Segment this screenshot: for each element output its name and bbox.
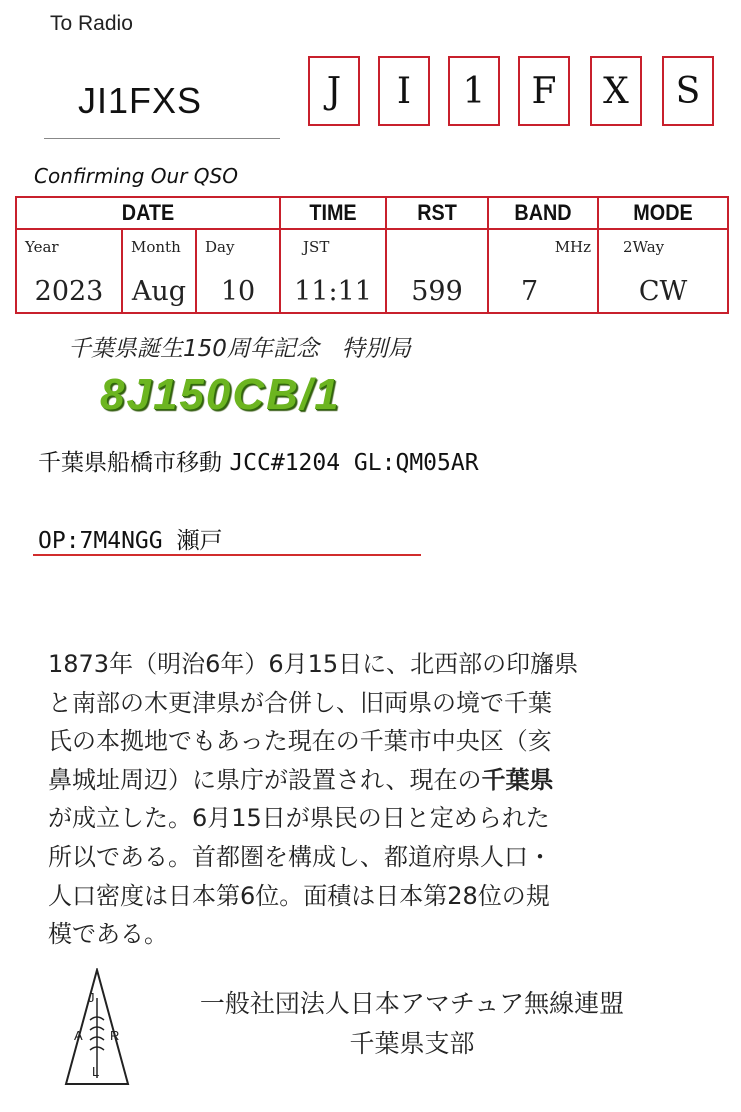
year-cell xyxy=(16,229,122,313)
special-station-label: 千葉県誕生150周年記念 特別局 xyxy=(68,336,411,362)
band-cell xyxy=(488,229,598,313)
rst-cell xyxy=(386,229,488,313)
history-line: 人口密度は日本第6位。面積は日本第28位の規 xyxy=(48,881,550,910)
history-bold-chiba: 千葉県 xyxy=(481,765,554,794)
to-radio-label: To Radio xyxy=(50,12,133,35)
history-line: 1873年（明治6年）6月15日に、北西部の印旛県 xyxy=(48,650,579,678)
month-value: Aug xyxy=(131,276,187,307)
date-header: DATE xyxy=(29,197,267,229)
mode-header: MODE xyxy=(605,197,722,229)
recipient-callsign-handwritten: JI1FXS xyxy=(78,80,203,121)
year-value: 2023 xyxy=(34,276,104,307)
operator-underline xyxy=(33,554,421,556)
callsign-box-1: J xyxy=(308,56,360,126)
twoway-label: 2Way xyxy=(623,238,665,256)
callsign-underline xyxy=(44,138,280,139)
station-location xyxy=(38,444,479,477)
confirming-qso-label: Confirming Our QSO xyxy=(34,164,238,188)
band-header: BAND xyxy=(494,197,593,229)
logo-letter-a: A xyxy=(74,1028,83,1043)
history-line: 所以である。首都圏を構成し、都道府県人口・ xyxy=(48,842,552,871)
time-cell xyxy=(280,229,386,313)
history-line xyxy=(48,761,708,800)
month-cell xyxy=(122,229,196,313)
org-line-2: 千葉県支部 xyxy=(349,1029,475,1058)
org-line-1: 一般社団法人日本アマチュア無線連盟 xyxy=(199,989,625,1018)
mhz-label: MHz xyxy=(554,238,592,256)
logo-letter-j: J xyxy=(88,990,95,1005)
history-line: が成立した。6月15日が県民の日と定められた xyxy=(48,804,550,833)
location-codes: JCC#1204 GL:QM05AR xyxy=(229,450,479,476)
location-jp: 千葉県船橋市移動 xyxy=(38,450,222,476)
day-value: 10 xyxy=(220,276,256,307)
callsign-box-2: I xyxy=(378,56,430,126)
time-value: 11:11 xyxy=(294,276,372,307)
organization-name xyxy=(150,984,674,1064)
time-header: TIME xyxy=(285,197,380,229)
history-line: 模である。 xyxy=(48,920,168,949)
history-line-text: 鼻城址周辺）に県庁が設置され、現在の xyxy=(48,765,482,794)
band-value: 7 xyxy=(521,276,539,307)
history-line: と南部の木更津県が合併し、旧両県の境で千葉 xyxy=(48,688,552,717)
callsign-box-3: 1 xyxy=(448,56,500,126)
jst-label: JST xyxy=(303,238,330,256)
mode-value: CW xyxy=(638,276,688,307)
day-cell xyxy=(196,229,280,313)
history-line: 氏の本拠地でもあった現在の千葉市中央区（亥 xyxy=(48,727,552,756)
logo-letter-r: R xyxy=(110,1028,120,1043)
callsign-box-6: S xyxy=(662,56,714,126)
qso-table xyxy=(15,196,729,314)
callsign-box-5: X xyxy=(590,56,642,126)
day-label: Day xyxy=(205,238,235,256)
rst-value: 599 xyxy=(411,276,463,307)
history-text xyxy=(48,645,708,954)
year-label: Year xyxy=(25,238,59,256)
rst-header: RST xyxy=(391,197,483,229)
station-callsign: 8J150CB/1 xyxy=(100,370,341,419)
month-label: Month xyxy=(131,238,181,256)
jarl-logo-icon xyxy=(62,968,132,1086)
mode-cell xyxy=(598,229,728,313)
logo-letter-l: L xyxy=(92,1064,100,1079)
callsign-box-4: F xyxy=(518,56,570,126)
operator-line: OP:7M4NGG 瀬戸 xyxy=(38,528,223,554)
